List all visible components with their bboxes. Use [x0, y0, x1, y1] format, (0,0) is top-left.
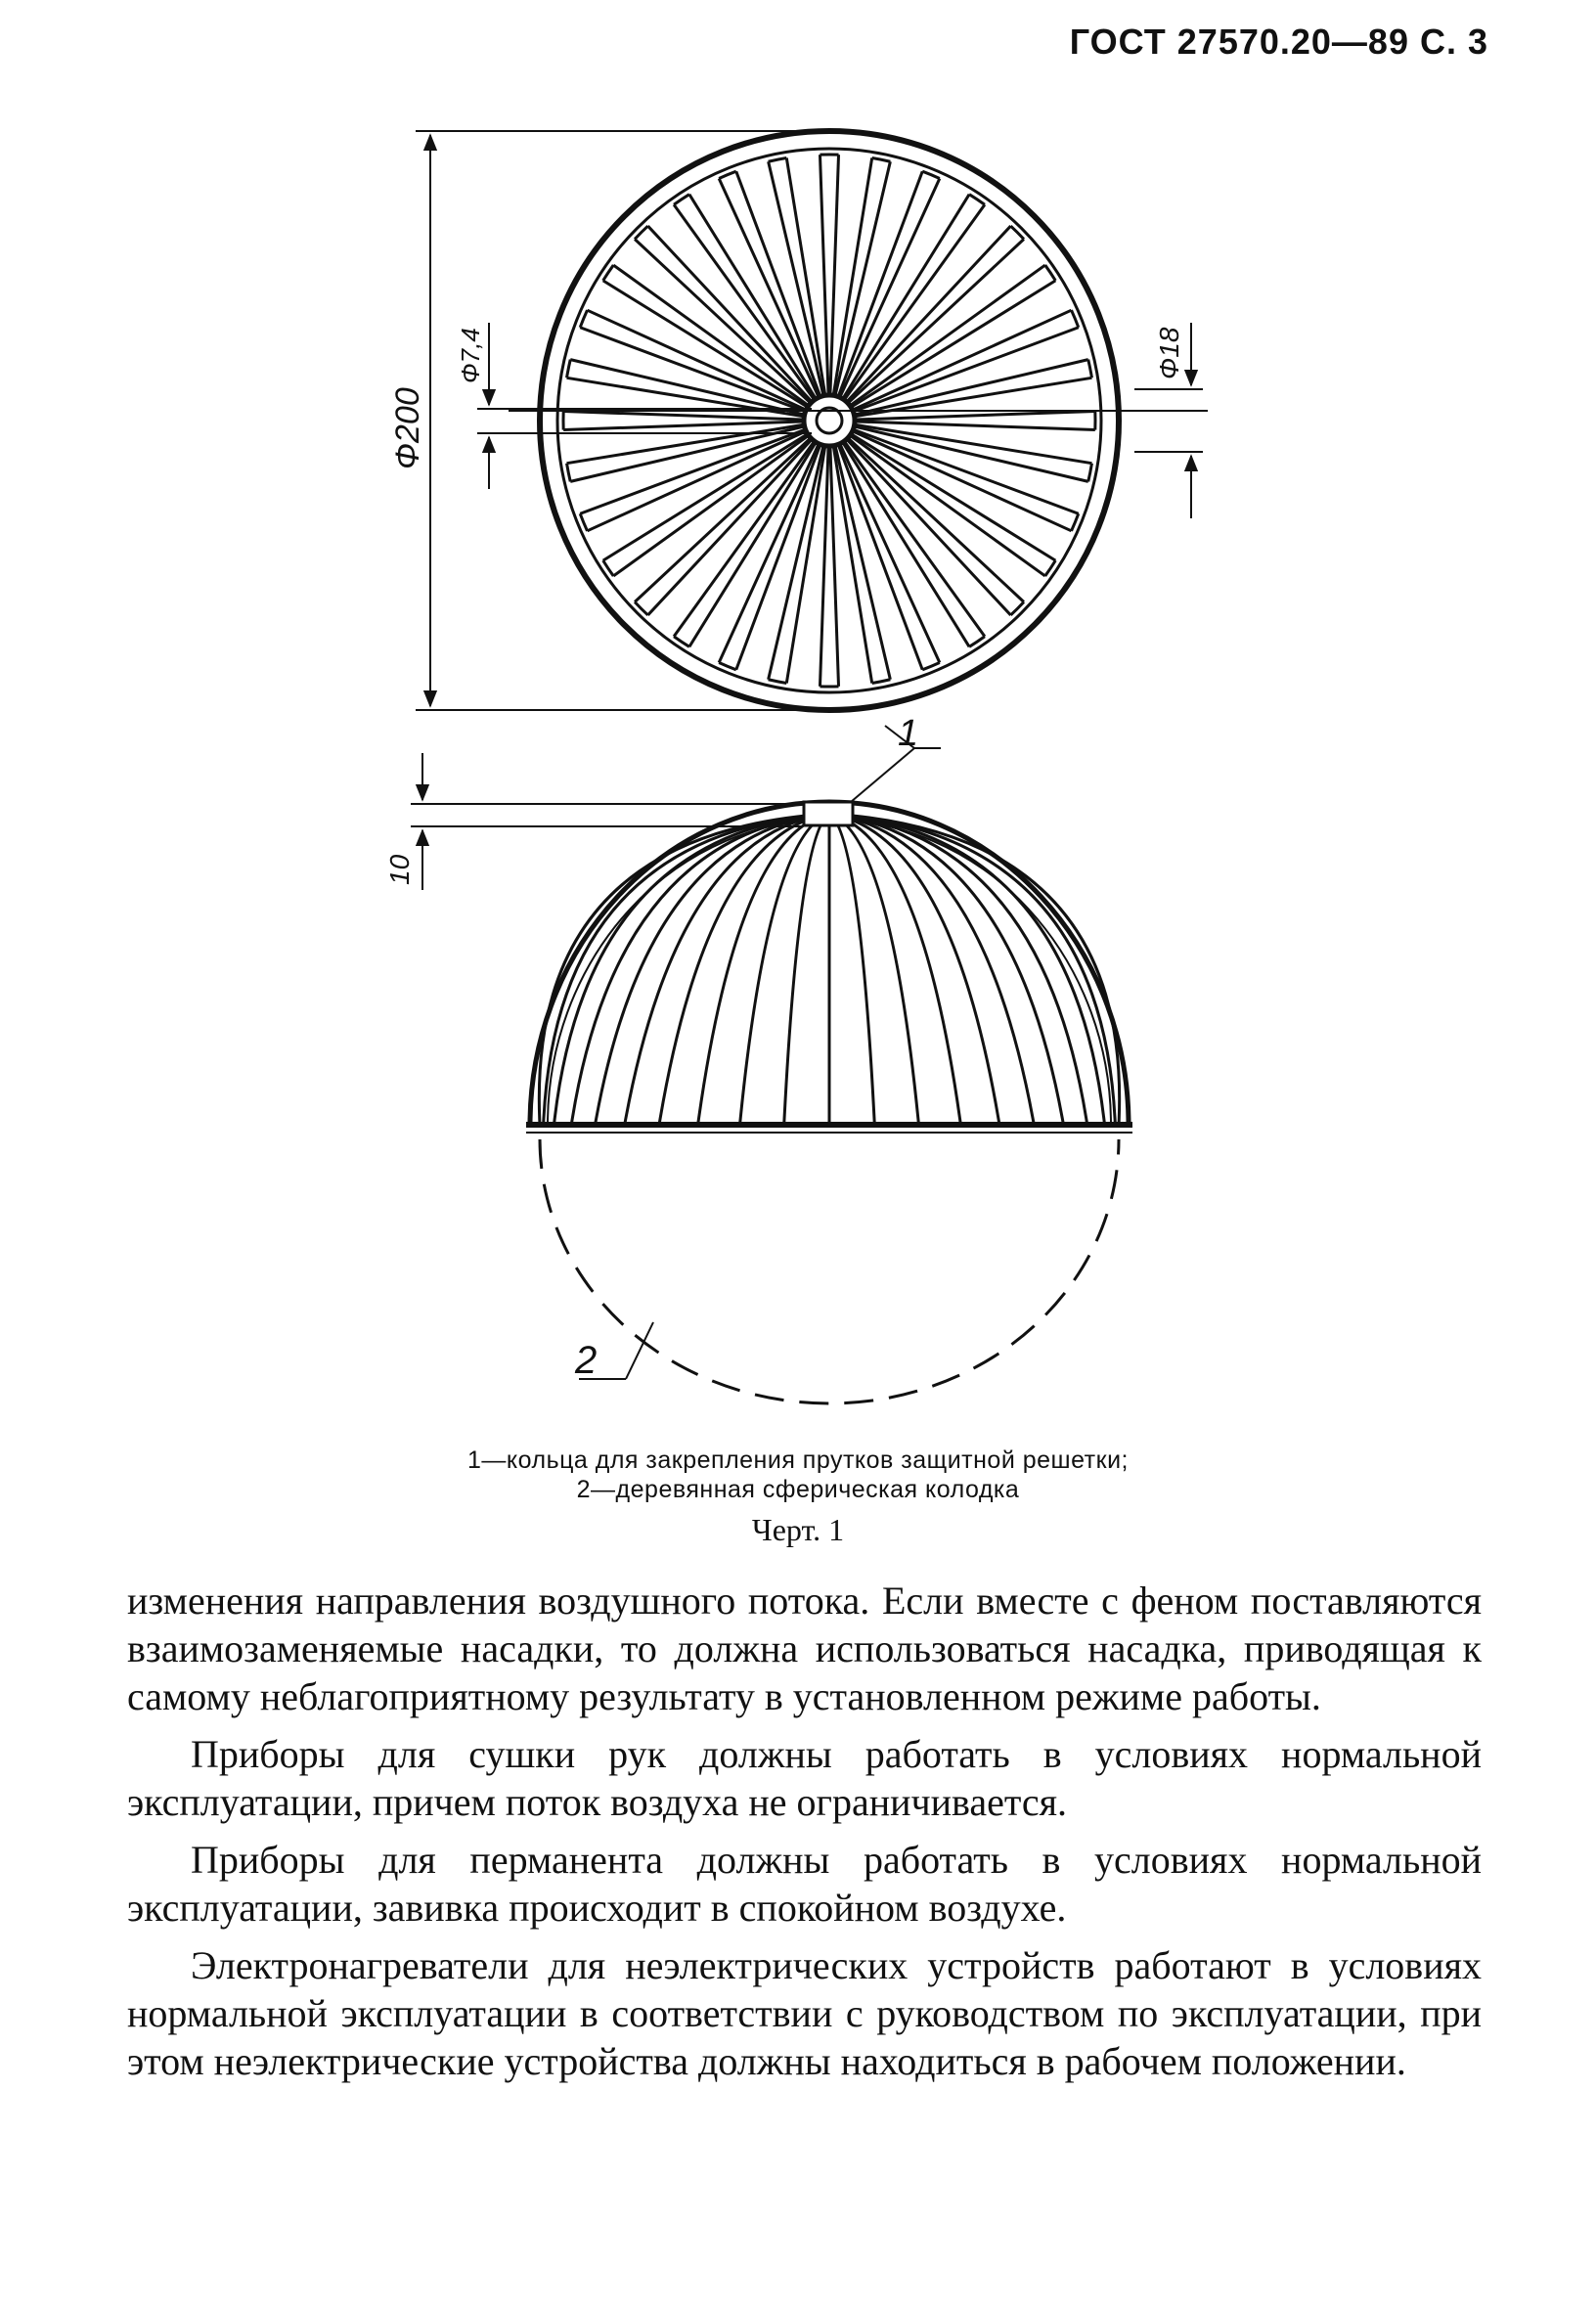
callout-label-1: 1	[898, 713, 919, 754]
rib-cap	[872, 680, 891, 684]
page-header: ГОСТ 27570.20—89 С. 3	[1069, 22, 1488, 62]
dim-label-10: 10	[384, 854, 415, 885]
rib-cap	[769, 680, 787, 684]
figure-title: Черт. 1	[751, 1512, 845, 1547]
rib-cap	[567, 464, 571, 482]
wooden-block-outline	[540, 1139, 1119, 1403]
rib-cap	[1088, 360, 1092, 378]
dim-label-d200: Ф200	[389, 387, 426, 469]
figure-caption	[0, 1446, 1596, 1504]
paragraph-2: Приборы для сушки рук должны работать в условиях нормальной эксплуатации, причем поток воздуха не ограничивается.	[127, 1732, 1482, 1824]
caption-line-2: 2—деревянная сферическая колодка	[576, 1476, 1020, 1503]
rib-cap	[872, 158, 891, 162]
rib-cap	[769, 158, 787, 162]
callout-ring-leader	[851, 726, 941, 802]
paragraph-3: Приборы для перманента должны работать в условиях нормальной эксплуатации, завивка происходит в спокойном воздухе.	[127, 1838, 1482, 1930]
dim-label-d18: Ф18	[1154, 327, 1184, 379]
body-text	[127, 1577, 1482, 2095]
rib-cap	[567, 360, 571, 378]
caption-line-1: 1—кольца для закрепления прутков защитной решетки;	[467, 1446, 1129, 1474]
paragraph-4: Электронагреватели для неэлектрических устройств работают в условиях нормальной эксплуатации в соответствии с руководством по эксплуатации, при этом неэлектрические устройства должны находиться в рабочем положении.	[127, 1943, 1482, 2083]
dimension-ring-height	[411, 753, 802, 890]
rib-cap	[1088, 464, 1092, 482]
side-view	[526, 802, 1132, 1133]
top-view	[509, 131, 1208, 710]
callout-label-2: 2	[575, 1339, 598, 1382]
paragraph-1: изменения направления воздушного потока. Если вместе с феном поставляются взаимозаменяемые насадки, то должна использоваться насадка, приводящая к самому неблагоприятному результату в установленном режиме работы.	[127, 1579, 1482, 1718]
dim-label-d7-4: Ф7,4	[456, 328, 485, 383]
